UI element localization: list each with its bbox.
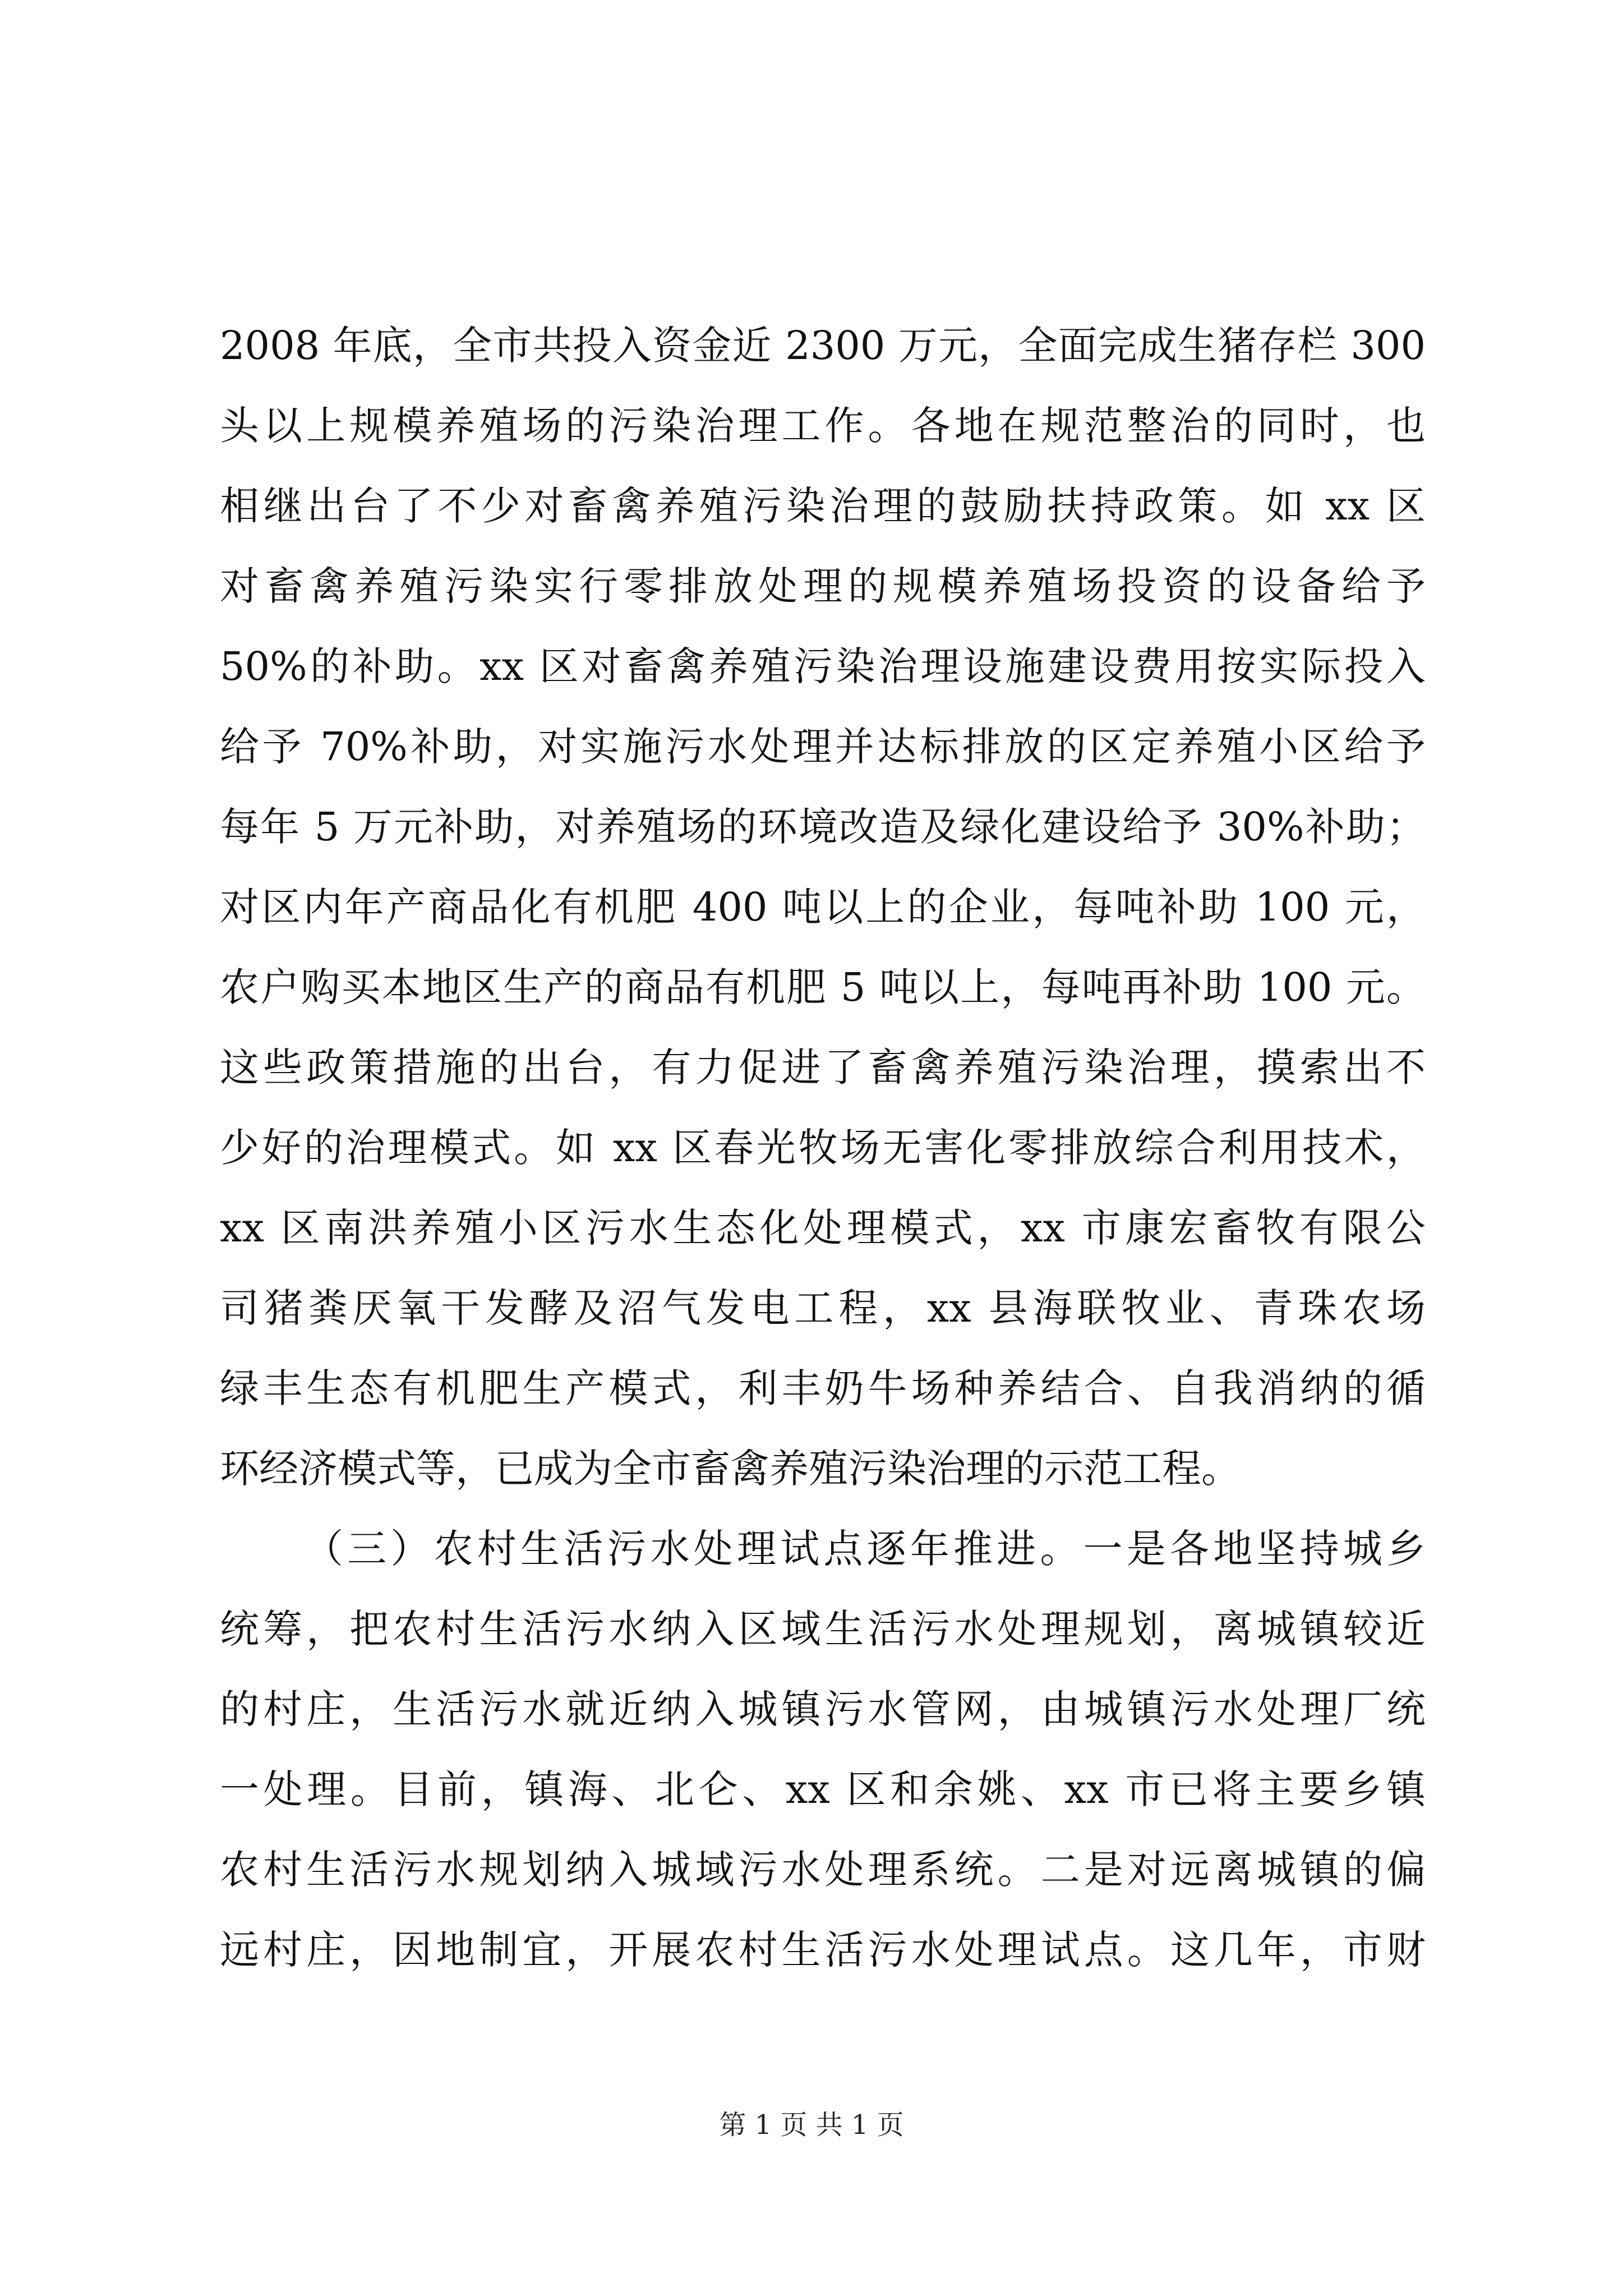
text-line: 环经济模式等，已成为全市畜禽养殖污染治理的示范工程。 (220, 1446, 1241, 1492)
section-heading-line: （三）农村生活污水处理试点逐年推进。一是各地坚持城乡 (304, 1526, 1426, 1572)
page-number: 第 1 页 共 1 页 (719, 2109, 904, 2141)
text-line: 2008 年底，全市共投入资金近 2300 万元，全面完成生猪存栏 300 (220, 323, 1426, 369)
text-line: 绿丰生态有机肥生产模式，利丰奶牛场种养结合、自我消纳的循 (220, 1365, 1426, 1411)
text-line: 司猪粪厌氧干发酵及沼气发电工程，xx 县海联牧业、青珠农场 (220, 1285, 1426, 1331)
text-line: 的村庄，生活污水就近纳入城镇污水管网，由城镇污水处理厂统 (220, 1686, 1426, 1732)
text-line: 统筹，把农村生活污水纳入区域生活污水处理规划，离城镇较近 (220, 1606, 1426, 1652)
text-line: 对区内年产商品化有机肥 400 吨以上的企业，每吨补助 100 元， (220, 884, 1426, 930)
text-line: 这些政策措施的出台，有力促进了畜禽养殖污染治理，摸索出不 (220, 1045, 1426, 1091)
text-line: 每年 5 万元补助，对养殖场的环境改造及绿化建设给予 30%补助； (220, 804, 1426, 850)
text-line: xx 区南洪养殖小区污水生态化处理模式，xx 市康宏畜牧有限公 (220, 1205, 1426, 1251)
text-line: 相继出台了不少对畜禽养殖污染治理的鼓励扶持政策。如 xx 区 (220, 483, 1426, 529)
text-line: 少好的治理模式。如 xx 区春光牧场无害化零排放综合利用技术， (220, 1125, 1426, 1171)
text-line: 头以上规模养殖场的污染治理工作。各地在规范整治的同时，也 (220, 403, 1426, 449)
text-line: 一处理。目前，镇海、北仑、xx 区和余姚、xx 市已将主要乡镇 (220, 1766, 1426, 1812)
body-text (220, 306, 1426, 1990)
text-line: 50%的补助。xx 区对畜禽养殖污染治理设施建设费用按实际投入 (220, 643, 1426, 689)
text-line: 农村生活污水规划纳入城域污水处理系统。二是对远离城镇的偏 (220, 1847, 1426, 1893)
text-line: 对畜禽养殖污染实行零排放处理的规模养殖场投资的设备给予 (220, 563, 1426, 609)
page-footer (0, 2108, 1623, 2142)
text-line: 远村庄，因地制宜，开展农村生活污水处理试点。这几年，市财 (220, 1927, 1426, 1973)
text-line: 给予 70%补助，对实施污水处理并达标排放的区定养殖小区给予 (220, 724, 1426, 770)
text-line: 农户购买本地区生产的商品有机肥 5 吨以上，每吨再补助 100 元。 (220, 964, 1426, 1010)
